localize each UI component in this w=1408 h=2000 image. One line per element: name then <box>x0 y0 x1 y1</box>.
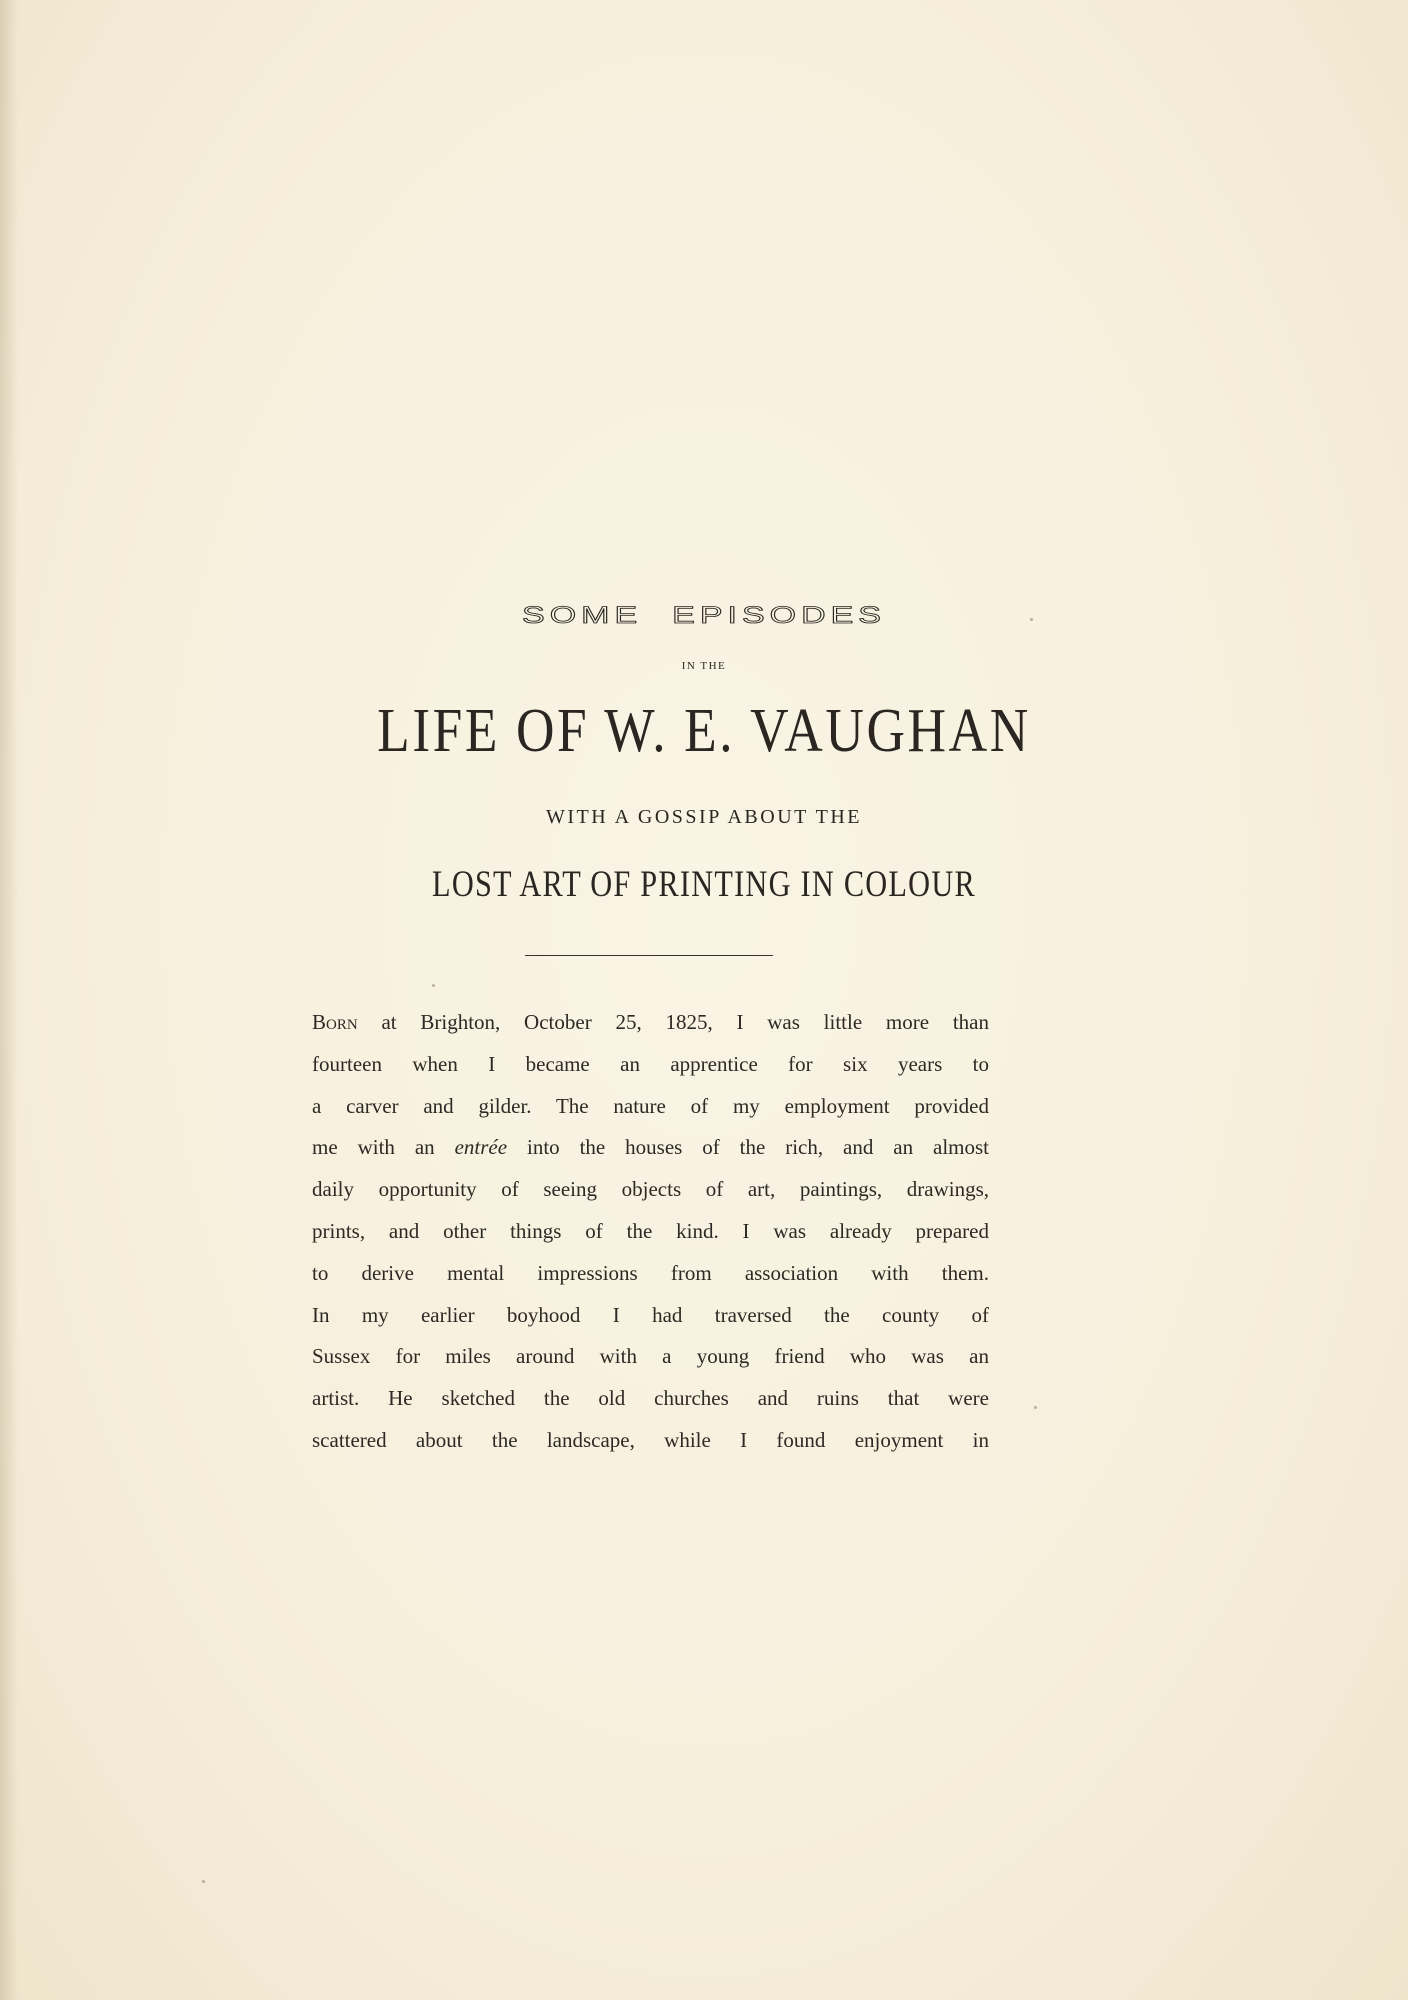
title-divider <box>525 955 773 956</box>
heading-some-episodes-word: SOME <box>522 601 643 629</box>
body-line: Sussex for miles around with a young friend who was an <box>312 1344 989 1369</box>
body-line: me with an entrée into the houses of the rich, and an almost <box>312 1135 989 1160</box>
page-fold-shadow <box>0 0 18 2000</box>
page-title: LIFE OF W. E. VAUGHAN <box>377 697 1031 765</box>
body-line: to derive mental impressions from association with them. <box>312 1260 989 1285</box>
heading-some-episodes <box>0 601 1408 629</box>
body-line: Born at Brighton, October 25, 1825, I was little more than <box>312 1010 989 1034</box>
subtitle: LOST ART OF PRINTING IN COLOUR <box>432 864 976 905</box>
body-line: fourteen when I became an apprentice for six years to <box>312 1051 989 1076</box>
body-line: In my earlier boyhood I had traversed the county of <box>312 1302 989 1327</box>
italic-word: entrée <box>454 1135 508 1160</box>
heading-in-the: IN THE <box>681 660 727 672</box>
body-line: scattered about the landscape, while I found enjoyment in <box>312 1427 989 1452</box>
body-line: daily opportunity of seeing objects of art, paintings, drawings, <box>312 1177 989 1202</box>
subtitle-lead: WITH A GOSSIP ABOUT THE <box>545 806 863 828</box>
body-line: prints, and other things of the kind. I was already prepared <box>312 1218 989 1243</box>
heading-some-episodes-word: EPISODES <box>672 601 886 629</box>
body-line: a carver and gilder. The nature of my employment provided <box>312 1093 989 1118</box>
paper-speck <box>432 984 435 987</box>
body-line: artist. He sketched the old churches and ruins that were <box>312 1386 989 1411</box>
opening-word: Born <box>312 1010 358 1034</box>
body-paragraph <box>312 1002 989 1462</box>
paper-speck <box>202 1880 205 1883</box>
paper-speck <box>1034 1406 1037 1409</box>
